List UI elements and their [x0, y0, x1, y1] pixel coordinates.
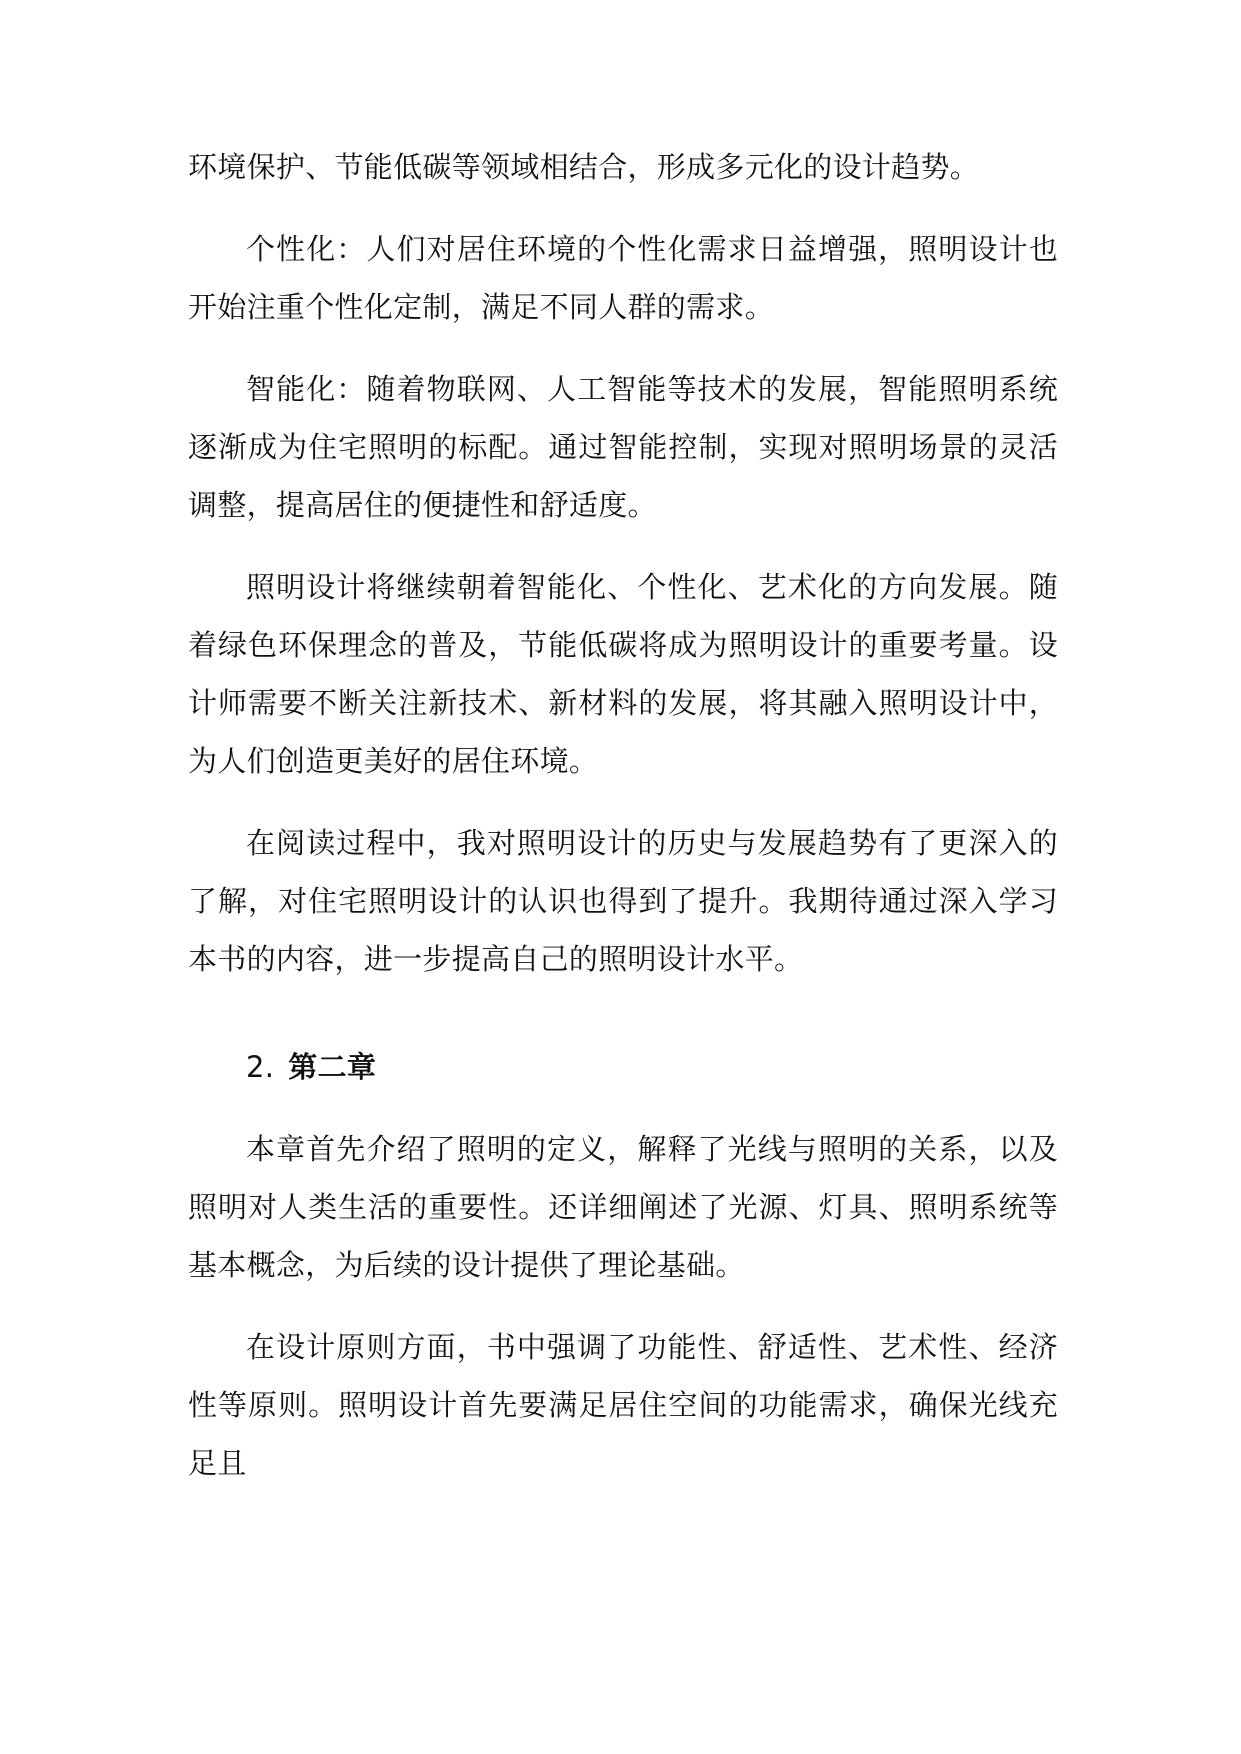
document-body	[188, 138, 1058, 1516]
paragraph-reading-reflection: 在阅读过程中，我对照明设计的历史与发展趋势有了更深入的了解，对住宅照明设计的认识也得到了提升。我期待通过深入学习本书的内容，进一步提高自己的照明设计水平。	[188, 826, 1058, 976]
paragraph-design-principles: 在设计原则方面，书中强调了功能性、舒适性、艺术性、经济性等原则。照明设计首先要满足居住空间的功能需求，确保光线充足且	[188, 1330, 1058, 1480]
paragraph-personalization: 个性化：人们对居住环境的个性化需求日益增强，照明设计也开始注重个性化定制，满足不同人群的需求。	[188, 232, 1058, 324]
chapter-title: 第二章	[288, 1050, 377, 1084]
paragraph-future-trends: 照明设计将继续朝着智能化、个性化、艺术化的方向发展。随着绿色环保理念的普及，节能低碳将成为照明设计的重要考量。设计师需要不断关注新技术、新材料的发展，将其融入照明设计中，为人们创造更美好的居住环境。	[188, 570, 1058, 778]
chapter-heading	[188, 1038, 1058, 1096]
paragraph-intelligence: 智能化：随着物联网、人工智能等技术的发展，智能照明系统逐渐成为住宅照明的标配。通过智能控制，实现对照明场景的灵活调整，提高居住的便捷性和舒适度。	[188, 372, 1058, 522]
paragraph-continuation: 环境保护、节能低碳等领域相结合，形成多元化的设计趋势。	[188, 150, 980, 184]
paragraph-chapter-intro: 本章首先介绍了照明的定义，解释了光线与照明的关系，以及照明对人类生活的重要性。还详细阐述了光源、灯具、照明系统等基本概念，为后续的设计提供了理论基础。	[188, 1132, 1058, 1282]
chapter-number: 2.	[246, 1050, 275, 1084]
